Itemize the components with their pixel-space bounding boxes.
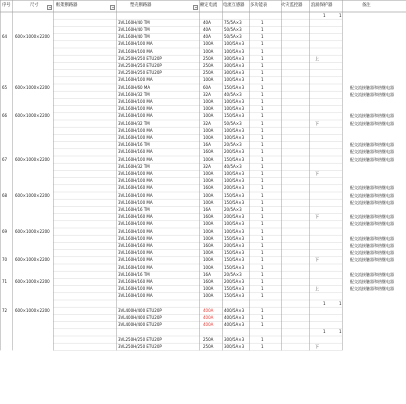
size-cell: 600×1000×2200: [15, 279, 50, 284]
meter-cell: 1: [261, 63, 264, 68]
ct-cell: 100/5A×3: [224, 135, 245, 140]
ct-cell: 20/5A×3: [224, 207, 242, 212]
remark-cell: 配交流接触器和热继电器: [350, 235, 394, 241]
mccb-cell: 3VL160H/32 TM: [118, 163, 150, 169]
ct-cell: 400/5A×3: [224, 315, 245, 320]
header-fire: 火灾监控器: [281, 2, 303, 8]
meter-cell: 1: [261, 70, 264, 76]
mccb-cell: 3VL160H/100 MA: [118, 127, 153, 133]
fire-monitor-cell: 1: [323, 300, 326, 306]
ct-cell: 100/5A×3: [224, 221, 245, 227]
meter-cell: 1: [261, 19, 264, 25]
mccb-cell: 3VL250H/250 ETU20P: [118, 70, 162, 76]
ct-cell: 100/5A×3: [224, 77, 245, 83]
rated-current-cell: 160A: [203, 185, 214, 191]
header-spd: 浪涌保护器: [311, 2, 333, 8]
ct-cell: 200/5A×3: [224, 149, 245, 155]
size-cell: 600×1000×2200: [15, 192, 50, 198]
meter-cell: 1: [261, 55, 264, 61]
position-mark: 下: [315, 214, 319, 220]
seq-cell: 67: [2, 156, 8, 162]
filter-dropdown-icon[interactable]: [110, 5, 115, 10]
position-mark: 下: [315, 257, 319, 263]
remark-cell: 配交流接触器和热继电器: [350, 271, 394, 277]
ct-cell: 100/5A×3: [224, 171, 245, 176]
remark-cell: 配交流接触器和热继电器: [350, 286, 394, 292]
mccb-cell: 3VL160H/160 MA: [118, 279, 153, 284]
ct-cell: 20/5A×3: [224, 271, 242, 277]
ct-cell: 40/5A×3: [224, 163, 242, 169]
rated-current-cell: 40A: [203, 19, 211, 25]
rated-current-cell: 100A: [203, 77, 214, 83]
rated-current-cell: 400A: [203, 322, 214, 328]
rated-current-cell: 100A: [203, 135, 214, 140]
mccb-cell: 3VL160H/100 MA: [118, 113, 153, 119]
remark-cell: 配交流接触器和热继电器: [350, 91, 394, 97]
mccb-cell: 3VL160H/100 MA: [118, 221, 153, 227]
meter-cell: 1: [261, 34, 264, 40]
meter-cell: 1: [261, 149, 264, 155]
remark-cell: 配交流接触器和热继电器: [350, 199, 394, 205]
mccb-cell: 3VL160H/100 MA: [118, 171, 153, 176]
rated-current-cell: 250A: [203, 70, 214, 76]
rated-current-cell: 32A: [203, 120, 211, 126]
size-cell: 600×1000×2200: [15, 228, 50, 234]
remark-cell: 配交流接触器和热继电器: [350, 257, 394, 263]
ct-cell: 100/5A×3: [224, 41, 245, 47]
mccb-cell: 3VL160H/100 MA: [118, 156, 153, 162]
ct-cell: 100/5A×3: [224, 99, 245, 104]
header-frame-breaker: 框架断路器: [56, 2, 78, 8]
seq-cell: 65: [2, 84, 8, 90]
ct-cell: 200/5A×3: [224, 279, 245, 284]
mccb-cell: 3VL160H/100 MA: [118, 192, 153, 198]
seq-cell: 68: [2, 192, 8, 198]
meter-cell: 1: [261, 264, 264, 270]
position-mark: 下: [315, 171, 319, 176]
mccb-cell: 3VL160H/40 TM: [118, 34, 150, 40]
mccb-cell: 3VL160H/100 MA: [118, 257, 153, 263]
rated-current-cell: 60A: [203, 84, 211, 90]
ct-cell: 150/5A×3: [224, 250, 245, 256]
meter-cell: 1: [261, 243, 264, 248]
mccb-cell: 3VL400H/400 ETU20P: [118, 315, 162, 320]
ct-cell: 300/5A×3: [224, 55, 245, 61]
spd-cell: 1: [339, 300, 342, 306]
rated-current-cell: 160A: [203, 214, 214, 220]
rated-current-cell: 250A: [203, 55, 214, 61]
rated-current-cell: 40A: [203, 34, 211, 40]
remark-cell: 配交流接触器和热继电器: [350, 84, 394, 90]
size-cell: 600×1000×2200: [15, 257, 50, 263]
rated-current-cell: 100A: [203, 106, 214, 112]
meter-cell: 1: [261, 192, 264, 198]
rated-current-cell: 100A: [203, 228, 214, 234]
mccb-cell: 3VL160H/100 MA: [118, 286, 153, 292]
meter-cell: 1: [261, 48, 264, 54]
rated-current-cell: 100A: [203, 192, 214, 198]
meter-cell: 1: [261, 279, 264, 284]
rated-current-cell: 100A: [203, 48, 214, 54]
ct-cell: 200/5A×3: [224, 214, 245, 220]
meter-cell: 1: [261, 84, 264, 90]
seq-cell: 69: [2, 228, 8, 234]
ct-cell: 100/5A×3: [224, 106, 245, 112]
ct-cell: 100/5A×3: [224, 48, 245, 54]
rated-current-cell: 250A: [203, 63, 214, 68]
ct-cell: 200/5A×3: [224, 185, 245, 191]
mccb-cell: 3VL160H/16 TM: [118, 142, 150, 148]
rated-current-cell: 100A: [203, 286, 214, 292]
position-mark: 上: [315, 55, 319, 61]
meter-cell: 1: [261, 185, 264, 191]
mccb-cell: 3VL160H/16 TM: [118, 271, 150, 277]
mccb-cell: 3VL160H/100 MA: [118, 41, 153, 47]
ct-cell: 20/5A×3: [224, 142, 242, 148]
meter-cell: 1: [261, 142, 264, 148]
rated-current-cell: 100A: [203, 293, 214, 299]
meter-cell: 1: [261, 163, 264, 169]
spd-cell: 1: [339, 12, 342, 18]
meter-cell: 1: [261, 199, 264, 205]
mccb-cell: 3VL160H/160 MA: [118, 185, 153, 191]
remark-cell: 配交流接触器和热继电器: [350, 149, 394, 155]
seq-cell: 72: [2, 307, 8, 313]
position-mark: 下: [315, 120, 319, 126]
fire-monitor-cell: 1: [323, 329, 326, 335]
meter-cell: 1: [261, 214, 264, 220]
rated-current-cell: 100A: [203, 178, 214, 184]
rated-current-cell: 160A: [203, 279, 214, 284]
mccb-cell: 3VL250H/250 ETU20P: [118, 336, 162, 342]
ct-cell: 150/5A×3: [224, 113, 245, 119]
rated-current-cell: 32A: [203, 91, 211, 97]
meter-cell: 1: [261, 99, 264, 104]
mccb-cell: 3VL250H/250 ETU20P: [118, 63, 162, 68]
header-mccb: 塑壳断路器: [130, 2, 152, 8]
meter-cell: 1: [261, 178, 264, 184]
meter-cell: 1: [261, 171, 264, 176]
size-cell: 600×1000×2200: [15, 156, 50, 162]
meter-cell: 1: [261, 156, 264, 162]
mccb-cell: 3VL160H/100 MA: [118, 135, 153, 140]
mccb-cell: 3VL250H/250 ETU20P: [118, 55, 162, 61]
rated-current-cell: 100A: [203, 199, 214, 205]
mccb-cell: 3VL160H/32 TM: [118, 91, 150, 97]
ct-cell: 300/5A×3: [224, 336, 245, 342]
ct-cell: 300/5A×3: [224, 63, 245, 68]
mccb-cell: 3VL160H/100 MA: [118, 199, 153, 205]
filter-dropdown-icon[interactable]: [47, 5, 52, 10]
ct-cell: 150/5A×3: [224, 199, 245, 205]
ct-cell: 300/5A×3: [224, 343, 245, 349]
mccb-cell: 3VL160H/32 TM: [118, 120, 150, 126]
remark-cell: 配交流接触器和热继电器: [350, 250, 394, 256]
rated-current-cell: 160A: [203, 149, 214, 155]
rated-current-cell: 100A: [203, 113, 214, 119]
header-size: 尺寸: [30, 2, 39, 8]
ct-cell: 150/5A×3: [224, 156, 245, 162]
ct-cell: 75/5A×3: [224, 19, 242, 25]
rated-current-cell: 100A: [203, 250, 214, 256]
seq-cell: 64: [2, 34, 8, 40]
meter-cell: 1: [261, 113, 264, 119]
mccb-cell: 3VL160H/100 MA: [118, 99, 153, 104]
meter-cell: 1: [261, 315, 264, 320]
meter-cell: 1: [261, 135, 264, 140]
header-seq: 序号: [2, 2, 11, 8]
meter-cell: 1: [261, 41, 264, 47]
size-cell: 600×1000×2200: [15, 113, 50, 119]
mccb-cell: 3VL160H/100 MA: [118, 106, 153, 112]
mccb-cell: 3VL160H/160 MA: [118, 149, 153, 155]
meter-cell: 1: [261, 286, 264, 292]
mccb-cell: 3VL160H/100 MA: [118, 48, 153, 54]
meter-cell: 1: [261, 77, 264, 83]
spd-cell: 1: [339, 329, 342, 335]
mccb-cell: 3VL400H/400 ETU20P: [118, 322, 162, 328]
meter-cell: 1: [261, 127, 264, 133]
rated-current-cell: 160A: [203, 243, 214, 248]
ct-cell: 400/5A×3: [224, 307, 245, 313]
meter-cell: 1: [261, 91, 264, 97]
rated-current-cell: 16A: [203, 142, 211, 148]
rated-current-cell: 400A: [203, 315, 214, 320]
ct-cell: 150/5A×3: [224, 257, 245, 263]
ct-cell: 150/5A×3: [224, 286, 245, 292]
ct-cell: 40/5A×3: [224, 91, 242, 97]
mccb-cell: 3VL160H/100 MA: [118, 228, 153, 234]
rated-current-cell: 100A: [203, 257, 214, 263]
meter-cell: 1: [261, 293, 264, 299]
meter-cell: 1: [261, 322, 264, 328]
ct-cell: 50/5A×3: [224, 120, 242, 126]
rated-current-cell: 100A: [203, 235, 214, 241]
mccb-cell: 3VL160H/160 MA: [118, 214, 153, 220]
seq-cell: 71: [2, 279, 8, 284]
meter-cell: 1: [261, 250, 264, 256]
mccb-cell: 3VL400H/400 ETU20P: [118, 307, 162, 313]
position-mark: 下: [315, 343, 319, 349]
position-mark: 上: [315, 286, 319, 292]
fire-monitor-cell: 1: [323, 12, 326, 18]
remark-cell: 配交流接触器和热继电器: [350, 279, 394, 284]
ct-cell: 150/5A×3: [224, 293, 245, 299]
ct-cell: 150/5A×3: [224, 192, 245, 198]
remark-cell: 配交流接触器和热继电器: [350, 156, 394, 162]
rated-current-cell: 16A: [203, 207, 211, 212]
ct-cell: 100/5A×3: [224, 228, 245, 234]
meter-cell: 1: [261, 235, 264, 241]
rated-current-cell: 100A: [203, 99, 214, 104]
meter-cell: 1: [261, 221, 264, 227]
meter-cell: 1: [261, 207, 264, 212]
rated-current-cell: 100A: [203, 41, 214, 47]
mccb-cell: 3VL160H/100 MA: [118, 250, 153, 256]
header-remark: 备注: [362, 2, 371, 8]
header-ct: 电流互感器: [223, 2, 245, 8]
size-cell: 600×1000×2200: [15, 84, 50, 90]
ct-cell: 150/5A×3: [224, 84, 245, 90]
remark-cell: 配交流接触器和热继电器: [350, 221, 394, 227]
mccb-cell: 3VL160H/100 MA: [118, 264, 153, 270]
meter-cell: 1: [261, 120, 264, 126]
ct-cell: 200/5A×3: [224, 243, 245, 248]
rated-current-cell: 16A: [203, 271, 211, 277]
mccb-cell: 3VL250H/250 ETU20P: [118, 343, 162, 349]
meter-cell: 1: [261, 336, 264, 342]
mccb-cell: 3VL160H/100 MA: [118, 293, 153, 299]
meter-cell: 1: [261, 106, 264, 112]
meter-cell: 1: [261, 27, 264, 32]
mccb-cell: 3VL160H/40 TM: [118, 19, 150, 25]
ct-cell: 50/5A×3: [224, 27, 242, 32]
rated-current-cell: 100A: [203, 171, 214, 176]
remark-cell: 配交流接触器和热继电器: [350, 243, 394, 248]
meter-cell: 1: [261, 271, 264, 277]
remark-cell: 配交流接触器和热继电器: [350, 120, 394, 126]
rated-current-cell: 100A: [203, 127, 214, 133]
ct-cell: 50/5A×3: [224, 34, 242, 40]
header-meter: 多功能表: [250, 2, 268, 8]
rated-current-cell: 400A: [203, 307, 214, 313]
rated-current-cell: 250A: [203, 336, 214, 342]
seq-cell: 70: [2, 257, 8, 263]
remark-cell: 配交流接触器和热继电器: [350, 185, 394, 191]
rated-current-cell: 100A: [203, 264, 214, 270]
mccb-cell: 3VL160H/100 MA: [118, 77, 153, 83]
ct-cell: 300/5A×3: [224, 70, 245, 76]
remark-cell: 配交流接触器和热继电器: [350, 113, 394, 119]
rated-current-cell: 250A: [203, 343, 214, 349]
filter-dropdown-icon[interactable]: [193, 5, 198, 10]
mccb-cell: 3VL160H/16 TM: [118, 207, 150, 212]
remark-cell: 配交流接触器和热继电器: [350, 214, 394, 220]
rated-current-cell: 40A: [203, 27, 211, 32]
seq-cell: 66: [2, 113, 8, 119]
mccb-cell: 3VL160H/100 MA: [118, 178, 153, 184]
header-rated-current: 额定电流: [200, 2, 218, 8]
mccb-cell: 3VL160H/60 MA: [118, 84, 151, 90]
meter-cell: 1: [261, 307, 264, 313]
mccb-cell: 3VL160H/160 MA: [118, 243, 153, 248]
mccb-cell: 3VL160H/100 MA: [118, 235, 153, 241]
ct-cell: 100/5A×3: [224, 127, 245, 133]
rated-current-cell: 100A: [203, 156, 214, 162]
ct-cell: 400/5A×3: [224, 322, 245, 328]
remark-cell: 配交流接触器和热继电器: [350, 192, 394, 198]
ct-cell: 150/5A×3: [224, 235, 245, 241]
mccb-cell: 3VL160H/40 TM: [118, 27, 150, 32]
ct-cell: 150/5A×3: [224, 264, 245, 270]
ct-cell: 100/5A×3: [224, 178, 245, 184]
size-cell: 600×1000×2200: [15, 307, 50, 313]
meter-cell: 1: [261, 228, 264, 234]
meter-cell: 1: [261, 257, 264, 263]
rated-current-cell: 100A: [203, 221, 214, 227]
size-cell: 600×1000×2200: [15, 34, 50, 40]
meter-cell: 1: [261, 343, 264, 349]
rated-current-cell: 32A: [203, 163, 211, 169]
remark-cell: 配交流接触器和热继电器: [350, 142, 394, 148]
